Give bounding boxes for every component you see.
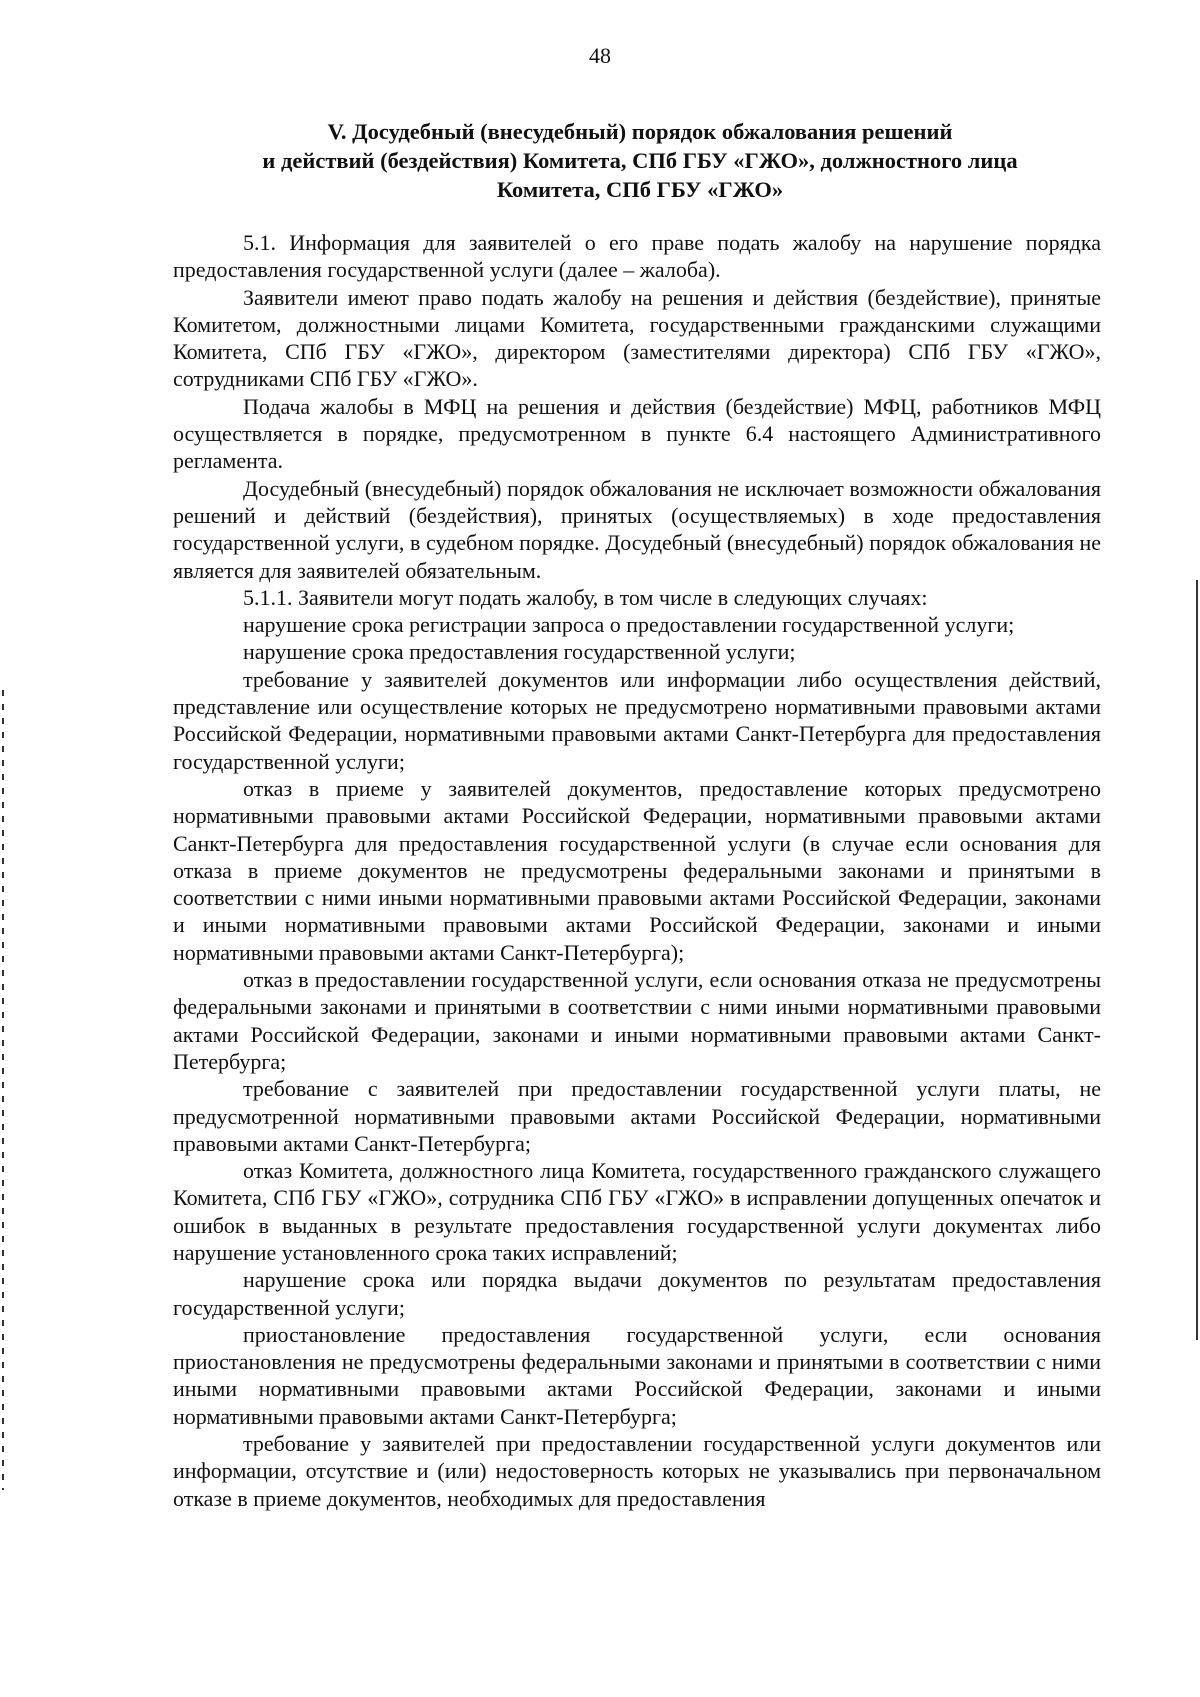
section-heading bbox=[230, 117, 1050, 204]
list-item: требование у заявителей при предоставлении государственной услуги документов или информации, отсутствие и (или) недостоверность которых не указывались при первоначальном отказе в приеме документов, необходимых для предоставления bbox=[173, 1431, 1101, 1511]
list-item: отказ в предоставлении государственной услуги, если основания отказа не предусмотрены федеральными законами и принятыми в соответствии с ними иными нормативными правовыми актами Российской Федерации, законами и иными нормативными правовыми актами Санкт-Петербурга; bbox=[173, 967, 1101, 1074]
section-heading-line: Комитета, СПб ГБУ «ГЖО» bbox=[496, 177, 784, 202]
paragraph-pretrial-procedure: Досудебный (внесудебный) порядок обжалования не исключает возможности обжалования решений и действий (бездействия), принятых (осуществляемых) в ходе предоставления государственной услуги, в судебном порядке. Досудебный (внесудебный) порядок обжалования не является для заявителей обязательным. bbox=[173, 475, 1101, 583]
list-item: требование у заявителей документов или информации либо осуществления действий, представление или осуществление которых не предусмотрено нормативными правовыми актами Российской Федерации, нормативными правовыми актами Санкт-Петербурга для предоставления государственной услуги; bbox=[173, 666, 1101, 774]
paragraph-5-1: 5.1. Информация для заявителей о его праве подать жалобу на нарушение порядка предоставления государственной услуги (далее – жалоба). bbox=[173, 230, 1101, 283]
paragraph-mfc-complaint: Подача жалобы в МФЦ на решения и действия (бездействие) МФЦ, работников МФЦ осуществляется в порядке, предусмотренном в пункте 6.4 настоящего Административного регламента. bbox=[173, 393, 1101, 474]
list-item: приостановление предоставления государственной услуги, если основания приостановления не предусмотрены федеральными законами и принятыми в соответствии с ними иными нормативными правовыми актами Российской Федерации, законами и иными нормативными правовыми актами Санкт-Петербурга; bbox=[173, 1321, 1101, 1429]
scan-edge-left bbox=[2, 690, 4, 1490]
list-item: отказ в приеме у заявителей документов, предоставление которых предусмотрено нормативными правовыми актами Российской Федерации, нормативными правовыми актами Санкт-Петербурга для предоставления государственной услуги (в случае если основания для отказа в приеме документов не предусмотрены федеральными законами и принятыми в соответствии с ними иными нормативными правовыми актами Российской Федерации, законами и иными нормативными правовыми актами Российской Федерации, законами и иными нормативными правовыми актами Санкт-Петербурга); bbox=[173, 775, 1101, 965]
page-number: 48 bbox=[589, 43, 611, 68]
section-heading-line: и действий (бездействия) Комитета, СПб ГБУ «ГЖО», должностного лица bbox=[262, 148, 1018, 173]
list-item: требование с заявителей при предоставлении государственной услуги платы, не предусмотренной нормативными правовыми актами Российской Федерации, нормативными правовыми актами Санкт-Петербурга; bbox=[173, 1076, 1101, 1156]
list-item: отказ Комитета, должностного лица Комитета, государственного гражданского служащего Комитета, СПб ГБУ «ГЖО», сотрудника СПб ГБУ «ГЖО» в исправлении допущенных опечаток и ошибок в выданных в результате предоставления государственной услуги документах либо нарушение установленного срока таких исправлений; bbox=[173, 1158, 1101, 1265]
body-text bbox=[173, 229, 1101, 1512]
list-item: нарушение срока или порядка выдачи документов по результатам предоставления государственной услуги; bbox=[173, 1267, 1101, 1320]
paragraph-applicants-right: Заявители имеют право подать жалобу на решения и действия (бездействие), принятые Комитетом, должностными лицами Комитета, государственными гражданскими служащими Комитета, СПб ГБУ «ГЖО», директором (заместителями директора) СПб ГБУ «ГЖО», сотрудниками СПб ГБУ «ГЖО». bbox=[173, 284, 1101, 392]
scan-edge-right bbox=[1196, 580, 1198, 1340]
paragraph-5-1-1: 5.1.1. Заявители могут подать жалобу, в том числе в следующих случаях: bbox=[243, 584, 928, 610]
list-item: нарушение срока регистрации запроса о предоставлении государственной услуги; bbox=[243, 612, 1015, 638]
list-item: нарушение срока предоставления государственной услуги; bbox=[243, 639, 796, 665]
section-heading-line: V. Досудебный (внесудебный) порядок обжалования решений bbox=[327, 119, 953, 144]
